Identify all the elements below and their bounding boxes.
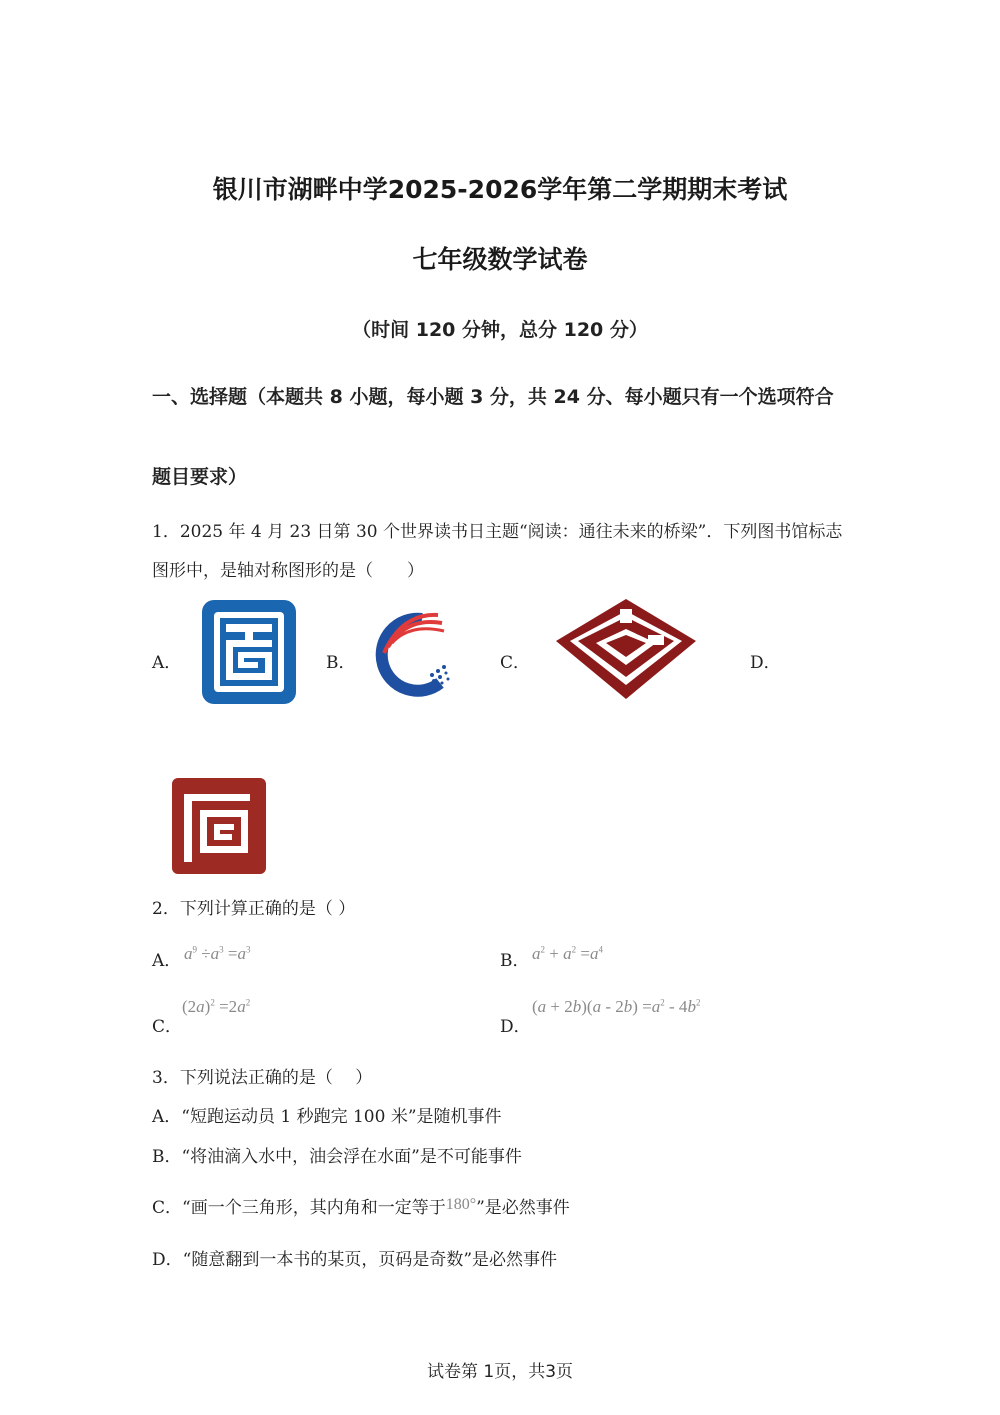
q2-option-d-label: D． <box>500 1017 531 1037</box>
library-logo-c-icon <box>552 595 700 703</box>
q1-option-b-label: B． <box>326 653 356 673</box>
section-heading-cont: 题目要求） <box>152 466 248 488</box>
q3-option-d: D．“随意翻到一本书的某页，页码是奇数”是必然事件 <box>152 1250 558 1270</box>
q3-option-c-text: C．“画一个三角形，其内角和一定等于 <box>152 1198 446 1218</box>
exam-subtitle: 七年级数学试卷 <box>412 245 588 274</box>
q2-option-b-formula: $a^2 + a^2 =a^4$ <box>532 944 603 963</box>
q3-option-a: A．“短跑运动员 1 秒跑完 100 米”是随机事件 <box>152 1107 502 1127</box>
section-heading: 一、选择题（本题共 8 小题，每小题 3 分，共 24 分、每小题只有一个选项符合 <box>152 386 834 408</box>
q1-stem-line1: 1．2025 年 4 月 23 日第 30 个世界读书日主题“阅读：通往未来的桥梁”．下列图书馆标志 <box>152 522 843 542</box>
q2-option-c-formula: $(2a)^2 =2a^2$ <box>182 997 251 1016</box>
q3-option-c-text-end: ”是必然事件 <box>476 1198 570 1218</box>
q2-option-a-label: A． <box>152 951 182 971</box>
q1-option-d-label: D． <box>750 653 781 673</box>
q3-stem: 3．下列说法正确的是（ ） <box>152 1068 373 1088</box>
library-logo-d-icon <box>170 776 268 876</box>
exam-title: 银川市湖畔中学2025-2026学年第二学期期末考试 <box>212 175 788 204</box>
q2-option-b-label: B． <box>500 951 530 971</box>
q1-option-a-label: A． <box>152 653 182 673</box>
q2-stem: 2．下列计算正确的是（ ） <box>152 899 356 919</box>
library-logo-a-icon <box>202 600 296 704</box>
time-note: （时间 120 分钟，总分 120 分） <box>352 319 648 341</box>
q2-option-a-formula: $a^9 \div a^3 =a^3$ <box>184 944 251 963</box>
q2-option-c-label: C． <box>152 1017 183 1037</box>
q1-option-c-label: C． <box>500 653 531 673</box>
q1-stem-line2: 图形中，是轴对称图形的是（ ） <box>152 561 424 581</box>
page-footer: 试卷第 1页，共3页 <box>426 1362 574 1382</box>
q3-option-b: B．“将油滴入水中，油会浮在水面”是不可能事件 <box>152 1147 522 1167</box>
q3-option-c <box>152 1193 570 1218</box>
library-logo-b-icon <box>372 605 456 705</box>
q2-option-d-formula: $(a + 2b)(a - 2b) =a^2 - 4b^2$ <box>532 997 701 1016</box>
q3-option-c-degree: 180° <box>445 1196 477 1213</box>
